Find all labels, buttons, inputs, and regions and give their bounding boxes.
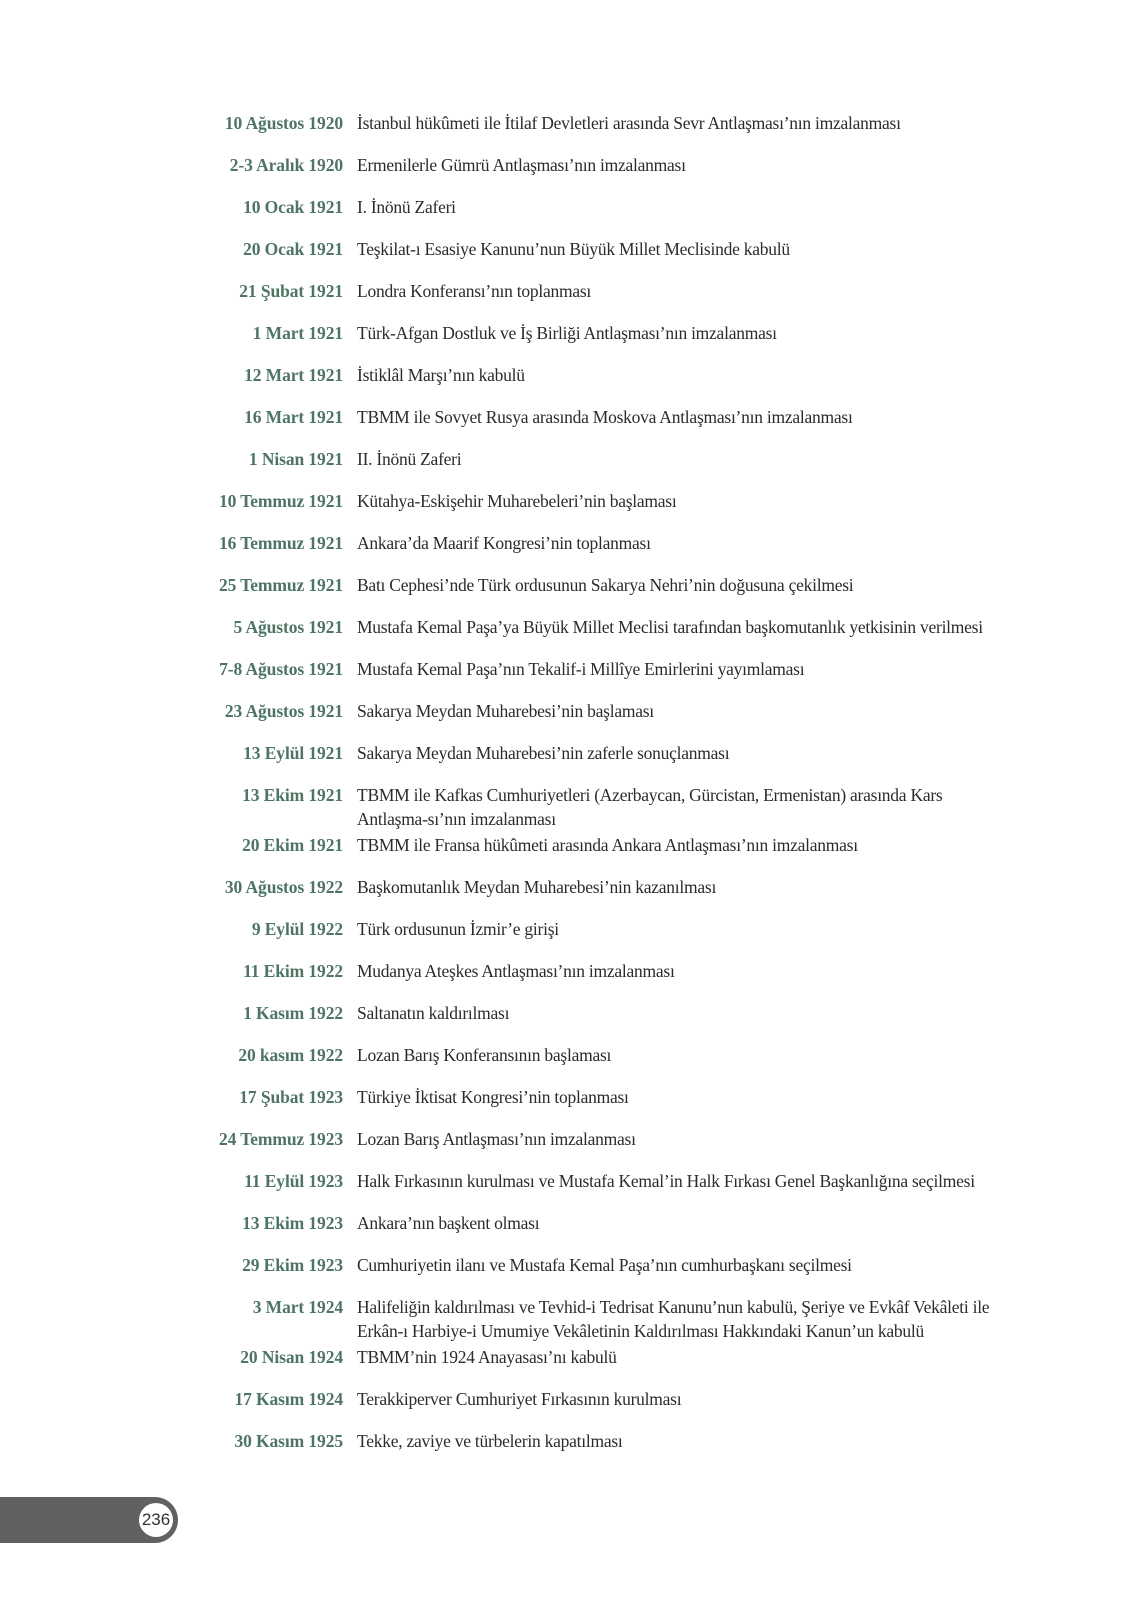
chronology-entry [0,1043,1133,1067]
entry-event: Başkomutanlık Meydan Muharebesi’nin kazanılması [357,877,717,897]
entry-date: 16 Mart 1921 [244,407,343,427]
chronology-entry [0,657,1133,681]
entry-event: Cumhuriyetin ilanı ve Mustafa Kemal Paşa’nın cumhurbaşkanı seçilmesi [357,1255,852,1275]
entry-date: 30 Ağustos 1922 [224,877,343,897]
entry-event: TBMM ile Sovyet Rusya arasında Moskova Antlaşması’nın imzalanması [357,407,853,427]
entry-event: Terakkiperver Cumhuriyet Fırkasının kurulması [357,1389,682,1409]
entry-event: Kütahya-Eskişehir Muharebeleri’nin başlaması [357,491,677,511]
entry-date: 29 Ekim 1923 [242,1255,343,1275]
entry-event: Batı Cephesi’nde Türk ordusunun Sakarya Nehri’nin doğusuna çekilmesi [357,575,854,595]
entry-date: 24 Temmuz 1923 [218,1129,343,1149]
chronology-entry [0,279,1133,303]
chronology-entry [0,153,1133,177]
entry-date: 3 Mart 1924 [252,1297,343,1317]
chronology-entry [0,917,1133,941]
chronology-entry [0,363,1133,387]
entry-event: Türkiye İktisat Kongresi’nin toplanması [357,1087,629,1107]
entry-date: 20 Ekim 1921 [242,835,343,855]
chronology-entry [0,741,1133,765]
entry-date: 20 kasım 1922 [238,1045,343,1065]
chronology-entry [0,875,1133,899]
entry-event: Türk ordusunun İzmir’e girişi [357,919,559,939]
chronology-entry [0,1085,1133,1109]
entry-date: 10 Ocak 1921 [243,197,343,217]
entry-event: Mustafa Kemal Paşa’nın Tekalif-i Millîye Emirlerini yayımlaması [357,659,805,679]
entry-event: Saltanatın kaldırılması [357,1003,510,1023]
page-number: 236 [141,1510,171,1529]
chronology-entry [0,195,1133,219]
entry-event: Sakarya Meydan Muharebesi’nin başlaması [357,701,654,721]
entry-event: Tekke, zaviye ve türbelerin kapatılması [357,1431,623,1451]
chronology-entry [0,321,1133,345]
entry-date: 10 Ağustos 1920 [224,113,343,133]
entry-date: 13 Eylül 1921 [243,743,343,763]
entry-event: Lozan Barış Konferansının başlaması [357,1045,612,1065]
chronology-entry [0,531,1133,555]
entry-date: 9 Eylül 1922 [251,919,343,939]
entry-event: TBMM ile Kafkas Cumhuriyetleri (Azerbaycan, Gürcistan, Ermenistan) arasında Kars Antlaşma-sı’nın imzalanması [357,785,943,829]
chronology-entry [0,237,1133,261]
entry-event: Mustafa Kemal Paşa’ya Büyük Millet Meclisi tarafından başkomutanlık yetkisinin verilmesi [357,617,983,637]
entry-event: TBMM ile Fransa hükûmeti arasında Ankara Antlaşması’nın imzalanması [357,835,858,855]
entry-date: 25 Temmuz 1921 [218,575,343,595]
chronology-entry [0,959,1133,983]
chronology-entry [0,405,1133,429]
entry-event: Halk Fırkasının kurulması ve Mustafa Kemal’in Halk Fırkası Genel Başkanlığına seçilmesi [357,1171,975,1191]
chronology-entry [0,1211,1133,1235]
entry-event: Lozan Barış Antlaşması’nın imzalanması [357,1129,636,1149]
chronology-entry [0,1001,1133,1025]
entry-date: 16 Temmuz 1921 [218,533,343,553]
entry-event: Sakarya Meydan Muharebesi’nin zaferle sonuçlanması [357,743,730,763]
entry-date: 20 Ocak 1921 [243,239,343,259]
entry-event: İstiklâl Marşı’nın kabulü [357,365,525,385]
entry-date: 20 Nisan 1924 [240,1347,343,1367]
chronology-entry [0,1295,1133,1343]
entry-event: I. İnönü Zaferi [357,197,456,217]
entry-date: 7-8 Ağustos 1921 [219,659,343,679]
chronology-entry [0,1169,1133,1193]
entry-event: Ankara’nın başkent olması [357,1213,540,1233]
entry-event: II. İnönü Zaferi [357,449,462,469]
entry-event: İstanbul hükûmeti ile İtilaf Devletleri arasında Sevr Antlaşması’nın imzalanması [357,113,901,133]
entry-date: 12 Mart 1921 [244,365,343,385]
entry-date: 17 Şubat 1923 [239,1087,343,1107]
entry-date: 10 Temmuz 1921 [218,491,343,511]
entry-date: 17 Kasım 1924 [234,1389,343,1409]
entry-date: 1 Kasım 1922 [243,1003,343,1023]
entry-date: 13 Ekim 1921 [242,785,343,805]
chronology-entry [0,573,1133,597]
chronology-entry [0,783,1133,831]
chronology-entry [0,833,1133,857]
entry-date: 2-3 Aralık 1920 [229,155,343,175]
chronology-entry [0,1127,1133,1151]
entry-date: 23 Ağustos 1921 [224,701,343,721]
page-number-badge [139,1503,173,1537]
chronology-entry [0,615,1133,639]
entry-date: 1 Mart 1921 [252,323,343,343]
chronology-entry [0,1387,1133,1411]
entry-event: Türk-Afgan Dostluk ve İş Birliği Antlaşması’nın imzalanması [357,323,777,343]
entry-date: 30 Kasım 1925 [234,1431,343,1451]
chronology-list [0,111,1133,1471]
chronology-entry [0,447,1133,471]
entry-event: Ankara’da Maarif Kongresi’nin toplanması [357,533,651,553]
entry-date: 11 Ekim 1922 [243,961,343,981]
entry-event: Ermenilerle Gümrü Antlaşması’nın imzalanması [357,155,686,175]
chronology-entry [0,111,1133,135]
entry-date: 21 Şubat 1921 [239,281,343,301]
entry-date: 11 Eylül 1923 [244,1171,343,1191]
entry-event: Londra Konferansı’nın toplanması [357,281,592,301]
entry-event: Halifeliğin kaldırılması ve Tevhid-i Tedrisat Kanunu’nun kabulü, Şeriye ve Evkâf Vekâleti ile Erkân-ı Harbiye-i Umumiye Vekâletinin Kaldırılması Hakkındaki Kanun’un kabulü [357,1297,990,1341]
entry-date: 13 Ekim 1923 [242,1213,343,1233]
entry-event: TBMM’nin 1924 Anayasası’nı kabulü [357,1347,617,1367]
chronology-entry [0,1345,1133,1369]
chronology-entry [0,699,1133,723]
entry-date: 1 Nisan 1921 [248,449,343,469]
entry-event: Mudanya Ateşkes Antlaşması’nın imzalanması [357,961,675,981]
chronology-entry [0,1429,1133,1453]
chronology-entry [0,1253,1133,1277]
entry-event: Teşkilat-ı Esasiye Kanunu’nun Büyük Millet Meclisinde kabulü [357,239,790,259]
entry-date: 5 Ağustos 1921 [233,617,343,637]
chronology-entry [0,489,1133,513]
